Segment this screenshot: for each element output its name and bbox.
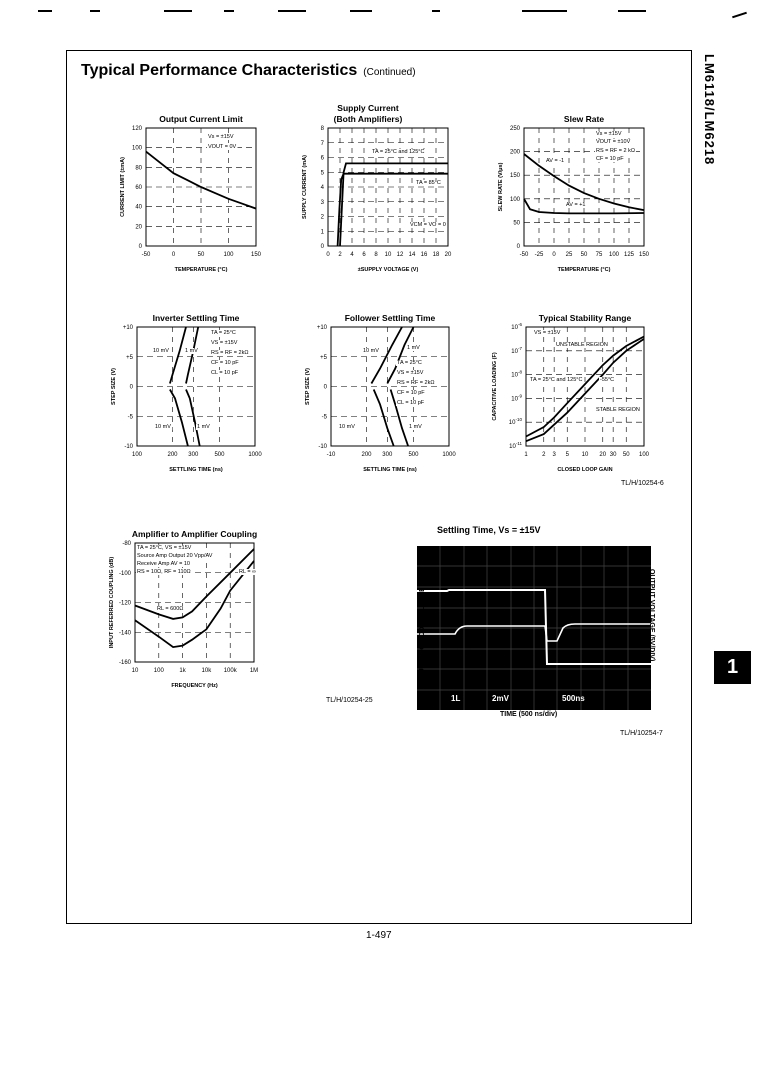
chart-annotation: CL = 10 pF (397, 400, 425, 406)
x-axis-label: TEMPERATURE (°C) (557, 267, 611, 273)
page-number: 1-497 (366, 930, 392, 941)
figure-note: TL/H/10254-25 (326, 697, 373, 704)
scope-title: Settling Time, Vs = ±15V (437, 525, 541, 535)
side-part-number: LM6118/LM6218 (702, 54, 717, 166)
y-tick-label: 6 (320, 155, 324, 162)
y-tick-label: $10^{-9}$ (511, 393, 522, 403)
chart-annotation: VS = ±15V (211, 340, 238, 346)
chart-output-current-limit (120, 114, 262, 273)
chart-annotation: 1 mV (409, 424, 422, 430)
x-tick-label: 12 (396, 252, 404, 258)
scope-readout-channel: 1L (451, 694, 461, 703)
y-tick-label: +10 (122, 325, 133, 331)
x-tick-label: 200 (361, 452, 372, 458)
chart-annotation: STABLE REGION (596, 407, 640, 413)
x-tick-label: 300 (188, 452, 199, 458)
y-tick-label: $10^{-11}$ (509, 441, 522, 450)
x-tick-label: 14 (408, 252, 416, 258)
x-tick-label: -50 (519, 252, 529, 258)
x-axis-label: ±SUPPLY VOLTAGE (V) (357, 267, 419, 273)
x-tick-label: 1000 (442, 452, 456, 458)
x-tick-label: 1k (179, 668, 186, 674)
chart-annotation: 1 mV (197, 424, 210, 430)
chart-follower-settling (305, 313, 456, 473)
x-axis-label: SETTLING TIME (ns) (363, 467, 417, 473)
x-tick-label: 2 (338, 252, 342, 258)
y-tick-label: +10 (316, 325, 327, 331)
chart-subtitle: (Both Amplifiers) (333, 114, 403, 124)
x-tick-label: 200 (167, 452, 178, 458)
series-line (186, 327, 198, 384)
y-tick-label: 80 (135, 165, 142, 172)
y-tick-label: 5 (320, 170, 324, 177)
y-tick-label: 150 (509, 173, 520, 180)
chart-annotation: VOUT = 0V (208, 144, 237, 150)
x-tick-label: 18 (432, 252, 440, 258)
scan-mark (522, 10, 567, 12)
x-tick-label: 500 (214, 452, 225, 458)
scope-readout-time: 500ns (562, 694, 585, 703)
x-tick-label: 16 (420, 252, 428, 258)
y-axis-label: STEP SIZE (V) (111, 368, 117, 405)
x-axis-label: CLOSED LOOP GAIN (557, 467, 613, 473)
y-tick-label: -5 (321, 414, 327, 421)
y-tick-label: -120 (118, 600, 131, 607)
y-tick-label: 2 (320, 214, 324, 221)
y-tick-label: 0 (129, 384, 133, 391)
x-tick-label: -50 (141, 252, 151, 258)
figure-note: TL/H/10254-6 (621, 480, 664, 487)
chart-annotation: VS = ±15V (397, 370, 424, 376)
chart-annotation: Receive Amp AV = 10 (137, 561, 190, 567)
scan-mark (618, 10, 646, 12)
scan-mark (224, 10, 234, 12)
chart-annotation: 1 mV (185, 348, 198, 354)
chart-annotation: TA = 25°C (397, 360, 422, 366)
x-tick-label: 100 (223, 252, 234, 258)
y-tick-exponent: -10 (515, 417, 522, 423)
scope-x-caption: TIME (500 ns/div) (500, 711, 558, 718)
y-tick-label: $10^{-8}$ (511, 369, 522, 379)
x-tick-label: 3 (552, 452, 556, 458)
chart-annotation: 10 mV (153, 348, 169, 354)
y-tick-exponent: -8 (517, 369, 522, 375)
x-tick-label: 30 (609, 452, 617, 458)
chart-annotation: TA = 25°C and 125°C (530, 377, 583, 383)
chart-annotation: TA = 85°C (416, 180, 441, 186)
y-tick-label: 0 (516, 244, 520, 250)
y-tick-label: $10^{-10}$ (508, 417, 522, 427)
y-tick-label: 200 (509, 149, 520, 156)
y-axis-label: SLEW RATE (V/μs) (498, 162, 504, 212)
x-tick-label: 100 (638, 452, 650, 458)
series-line (340, 163, 448, 246)
x-tick-label: 0 (326, 252, 330, 258)
x-tick-label: 10 (384, 252, 392, 258)
x-tick-label: 150 (638, 252, 650, 258)
series-line (186, 390, 200, 447)
chart-annotation: Source Amp Output 20 Vpp/AV (137, 553, 213, 559)
x-tick-label: 100 (608, 252, 620, 258)
x-tick-label: 0 (171, 252, 176, 258)
chart-annotation: TA = 25°C (211, 330, 236, 336)
x-tick-label: -10 (326, 452, 336, 458)
x-tick-label: 50 (580, 252, 588, 258)
chart-title: Amplifier to Amplifier Coupling (131, 529, 258, 539)
y-tick-label: -10 (318, 444, 327, 450)
chart-annotation: VCM = VO = 0 (410, 222, 446, 228)
scan-mark (164, 10, 192, 12)
y-tick-exponent: -9 (517, 393, 522, 399)
x-tick-label: 150 (250, 252, 262, 258)
chart-annotation: -55°C (600, 377, 615, 383)
y-tick-label: 0 (323, 384, 327, 391)
scan-mark (278, 10, 306, 12)
scan-mark (90, 10, 100, 12)
y-axis-label: SUPPLY CURRENT (mA) (302, 155, 308, 219)
x-tick-label: 1M (249, 668, 259, 674)
x-tick-label: 2 (542, 452, 546, 458)
y-tick-exponent: -11 (515, 441, 522, 446)
x-tick-label: 100 (131, 452, 143, 458)
y-tick-label: 20 (135, 224, 142, 231)
x-tick-label: 0 (552, 252, 556, 258)
y-axis-label: CURRENT LIMIT (±mA) (120, 157, 126, 217)
x-tick-label: 6 (362, 252, 366, 258)
page-title-text: Typical Performance Characteristics (81, 62, 358, 79)
x-axis-label: TEMPERATURE (°C) (174, 267, 228, 273)
y-tick-label: 40 (135, 204, 142, 211)
y-tick-label: 4 (320, 185, 324, 191)
y-tick-label: 60 (135, 185, 142, 191)
y-tick-label: 120 (131, 126, 142, 132)
x-tick-label: 75 (595, 252, 603, 258)
x-tick-label: 10k (201, 668, 212, 674)
chart-inverter-settling (111, 313, 262, 473)
x-tick-label: -25 (534, 252, 544, 258)
chart-supply-current (302, 103, 452, 273)
x-tick-label: 8 (374, 252, 378, 258)
chart-annotation: RS = RF = 2 kΩ (596, 148, 635, 154)
chart-annotation: CL = 10 pF (211, 370, 239, 376)
x-tick-label: 20 (599, 452, 607, 458)
x-tick-label: 10 (581, 452, 589, 458)
chart-slew-rate (498, 114, 650, 273)
scope-photo (417, 546, 651, 710)
scan-mark (732, 12, 747, 19)
y-tick-label: 3 (320, 199, 324, 206)
x-tick-label: 300 (382, 452, 393, 458)
scope-readout-volts: 2mV (492, 694, 509, 703)
chart-annotation: Vs = ±15V (596, 131, 622, 137)
figure-note: TL/H/10254-7 (620, 730, 663, 737)
series-line (374, 390, 394, 447)
y-tick-label: 8 (320, 126, 324, 132)
y-tick-label: -10 (124, 444, 133, 450)
x-tick-label: 1 (524, 452, 528, 458)
x-tick-label: 100k (223, 668, 237, 674)
chart-annotation: RS = RF = 2kΩ (397, 380, 435, 386)
chart-annotation: CF = 10 pF (596, 156, 624, 162)
chart-annotation: TA = 25°C, VS = ±15V (137, 545, 192, 551)
chart-annotation: 10 mV (339, 424, 355, 430)
series-line (391, 390, 409, 447)
scan-mark (432, 10, 440, 12)
chart-title: Follower Settling Time (344, 313, 436, 323)
chart-annotation: AV = -1 (546, 158, 565, 164)
chart-title: Typical Stability Range (538, 313, 632, 323)
x-tick-label: 4 (350, 252, 354, 258)
chart-annotation: RL = ∞ (239, 569, 257, 575)
x-tick-label: 125 (623, 252, 635, 258)
y-tick-exponent: -6 (517, 322, 522, 327)
chart-annotation: VOUT = ±10V (596, 139, 631, 145)
y-tick-exponent: -7 (517, 345, 522, 351)
y-tick-label: -5 (127, 414, 133, 421)
chart-title: Slew Rate (563, 114, 605, 124)
scope-right-axis-label: OUTPUT VOLTAGE (5V/DIV) (648, 568, 655, 662)
page-title (81, 62, 416, 80)
y-tick-label: +5 (126, 354, 133, 361)
y-tick-label: $10^{-7}$ (511, 345, 522, 355)
chart-amp-coupling (109, 529, 259, 689)
y-tick-label: -100 (118, 570, 131, 577)
x-axis-label: FREQUENCY (Hz) (171, 683, 218, 689)
section-tab: 1 (714, 651, 751, 684)
x-tick-label: 100 (153, 668, 164, 674)
chart-annotation: 10 mV (363, 348, 379, 354)
y-tick-label: 100 (509, 196, 520, 203)
x-tick-label: 50 (197, 252, 205, 258)
y-tick-label: 0 (320, 244, 324, 250)
x-tick-label: 5 (565, 452, 569, 458)
chart-annotation: TA = 25°C and 125°C (372, 149, 425, 155)
x-tick-label: 1000 (248, 452, 262, 458)
chart-annotation: Vs = ±15V (208, 134, 234, 140)
y-tick-label: 250 (509, 126, 520, 132)
chart-annotation: AV = +1 (566, 202, 586, 208)
y-axis-label: STEP SIZE (V) (305, 368, 311, 405)
x-tick-label: 20 (444, 252, 452, 258)
y-axis-label: CAPACITIVE LOADING (F) (492, 352, 498, 421)
chart-annotation: RS = 10Ω, RF = 110Ω (137, 569, 191, 575)
chart-title: Output Current Limit (159, 114, 243, 124)
scan-mark (350, 10, 372, 12)
chart-title: Inverter Settling Time (152, 313, 240, 323)
x-tick-label: 50 (622, 452, 630, 458)
y-tick-label: -80 (122, 541, 131, 547)
y-tick-label: -140 (118, 630, 131, 637)
scan-mark (38, 10, 52, 12)
chart-annotation: RS = RF = 2kΩ (211, 350, 249, 356)
x-axis-label: SETTLING TIME (ns) (169, 467, 223, 473)
chart-stability-range (492, 313, 650, 473)
x-tick-label: 10 (131, 668, 139, 674)
y-tick-label: $10^{-6}$ (511, 322, 522, 331)
x-tick-label: 500 (408, 452, 419, 458)
y-tick-label: 7 (320, 140, 324, 147)
chart-title: Supply Current (337, 103, 399, 113)
x-tick-label: 25 (565, 252, 573, 258)
y-tick-label: 1 (320, 229, 324, 236)
chart-annotation: RL = 600Ω (157, 606, 184, 612)
y-axis-label: INPUT REFERRED COUPLING (dB) (109, 556, 115, 649)
chart-annotation: 1 mV (407, 345, 420, 351)
chart-annotation: CF = 10 pF (211, 360, 239, 366)
series-line (170, 327, 186, 384)
chart-annotation: 10 mV (155, 424, 171, 430)
y-tick-label: 50 (513, 220, 520, 227)
y-tick-label: +5 (320, 354, 327, 361)
y-tick-label: 0 (138, 244, 142, 250)
y-tick-label: -160 (118, 660, 131, 666)
page-title-continued: (Continued) (363, 67, 416, 78)
chart-annotation: VS = ±15V (534, 330, 561, 336)
scope-left-axis-label: SUMMING NODE VOLTAGE (2 mV / DIV) (419, 562, 433, 678)
chart-annotation: UNSTABLE REGION (556, 342, 608, 348)
chart-annotation: CF = 10 pF (397, 390, 425, 396)
y-tick-label: 100 (131, 145, 142, 152)
